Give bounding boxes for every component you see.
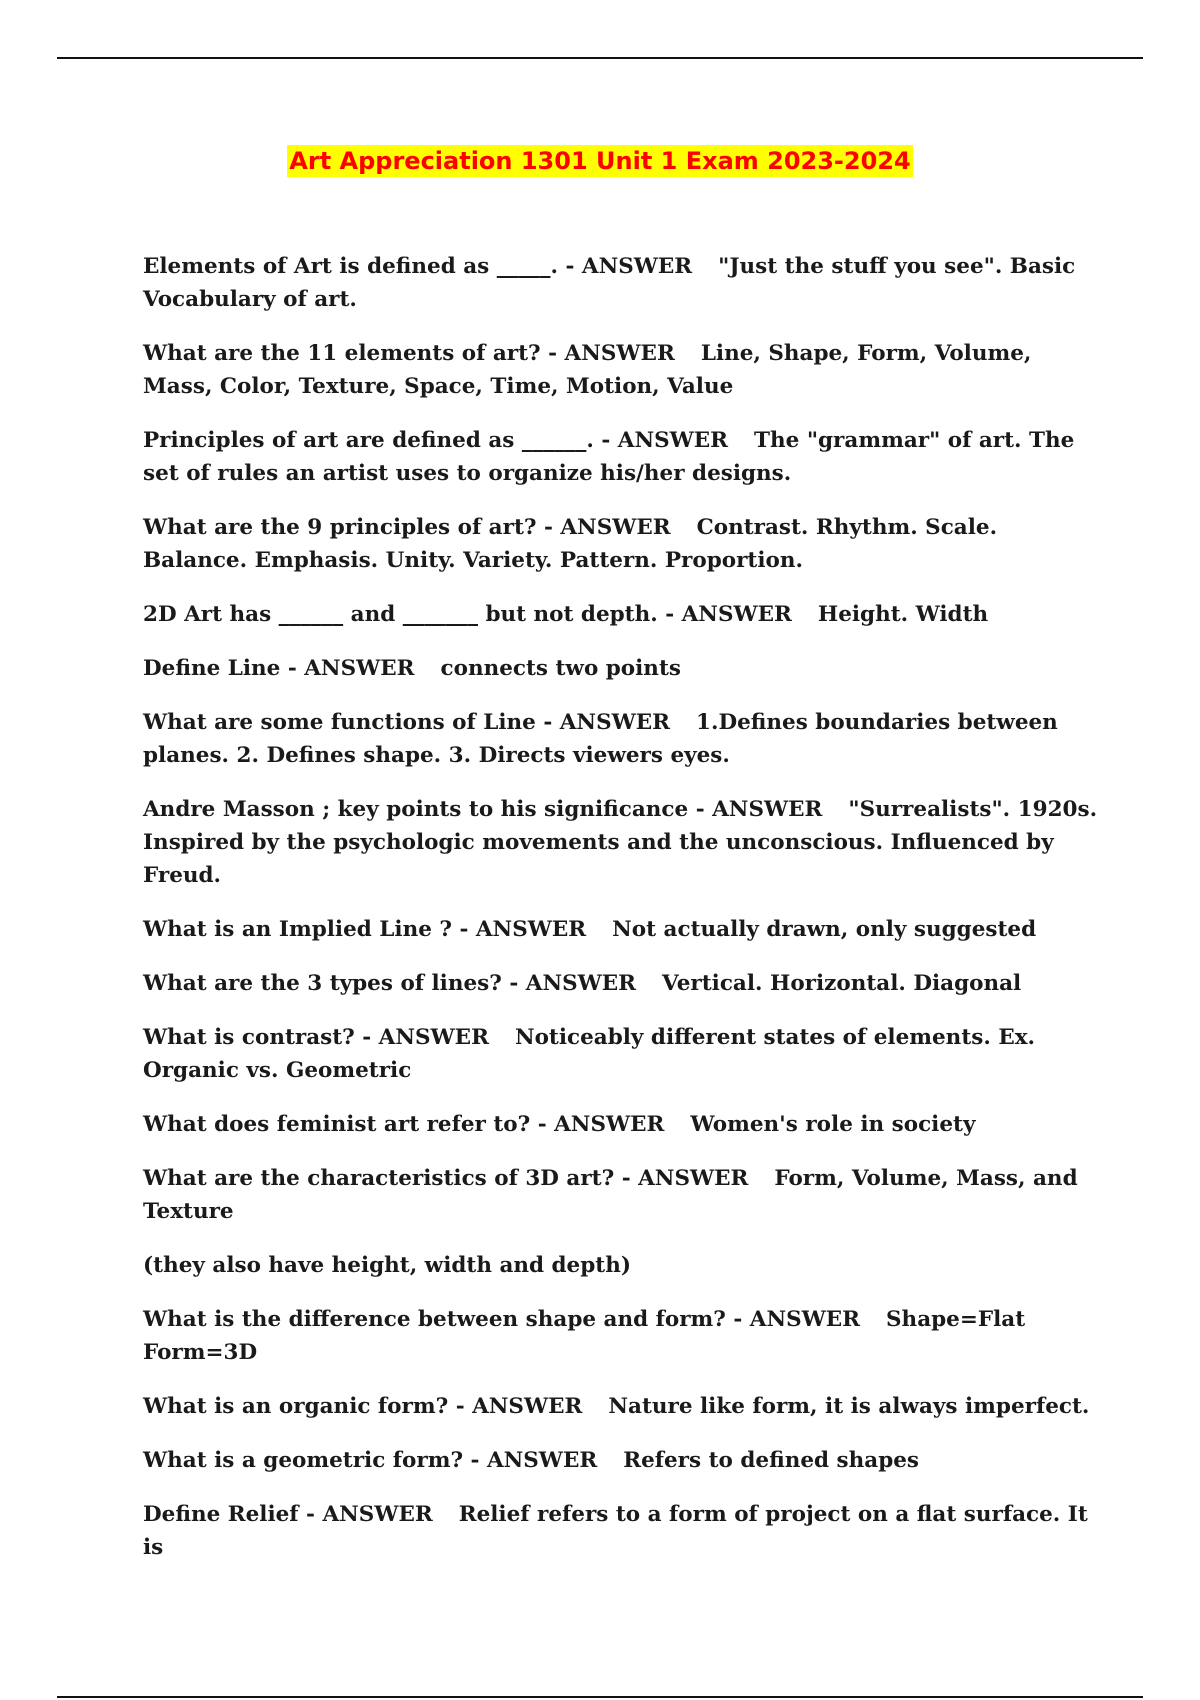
answer-text: connects two points	[440, 656, 681, 681]
answer-marker: - ANSWER	[463, 1448, 598, 1473]
qa-item	[143, 250, 1103, 316]
question-text: What is an organic form?	[143, 1394, 449, 1419]
answer-marker: - ANSWER	[725, 1307, 861, 1332]
answer-text: Not actually drawn, only suggested	[612, 917, 1037, 942]
question-text: What is an Implied Line ?	[143, 917, 452, 942]
qa-item	[143, 1390, 1103, 1423]
question-text: Elements of Art is defined as _____.	[143, 254, 558, 279]
qa-item	[143, 1498, 1103, 1564]
qa-item	[143, 652, 1103, 685]
question-text: What are some functions of Line	[143, 710, 536, 735]
question-text: What are the 9 principles of art?	[143, 515, 537, 540]
answer-text: Nature like form, it is always imperfect.	[608, 1394, 1090, 1419]
bottom-rule	[57, 1696, 1143, 1698]
qa-item	[143, 511, 1103, 577]
question-text: Principles of art are defined as ______.	[143, 428, 594, 453]
answer-marker: - ANSWER	[451, 917, 587, 942]
qa-item	[143, 424, 1103, 490]
qa-item	[143, 598, 1103, 631]
answer-marker: - ANSWER	[614, 1166, 749, 1191]
answer-marker: - ANSWER	[501, 971, 637, 996]
qa-item	[143, 706, 1103, 772]
question-text: What is contrast?	[143, 1025, 355, 1050]
answer-text: Noticeably different states of elements. Ex. Organic vs. Geometric	[143, 1025, 1036, 1083]
qa-item	[143, 1303, 1103, 1369]
answer-text: Form, Volume, Mass, and Texture	[143, 1166, 1078, 1224]
question-text: What does feminist art refer to?	[143, 1112, 531, 1137]
answer-marker: - ANSWER	[298, 1502, 433, 1527]
answer-text: "Surrealists". 1920s. Inspired by the psychologic movements and the unconscious. Influenced by Freud.	[143, 797, 1098, 888]
answer-text: Line, Shape, Form, Volume, Mass, Color, Texture, Space, Time, Motion, Value	[143, 341, 1032, 399]
answer-text: Women's role in society	[690, 1112, 976, 1137]
answer-text: The "grammar" of art. The set of rules an artist uses to organize his/her designs.	[143, 428, 1075, 486]
qa-item	[143, 967, 1103, 1000]
answer-marker: - ANSWER	[354, 1025, 489, 1050]
question-text: Define Relief	[143, 1502, 299, 1527]
answer-text: Vertical. Horizontal. Diagonal	[662, 971, 1022, 996]
answer-text: 1.Defines boundaries between planes. 2. Defines shape. 3. Directs viewers eyes.	[143, 710, 1058, 768]
document-title: Art Appreciation 1301 Unit 1 Exam 2023-2024	[289, 147, 911, 175]
qa-item	[143, 793, 1103, 892]
answer-marker: - ANSWER	[688, 797, 823, 822]
question-text: What is the difference between shape and form?	[143, 1307, 726, 1332]
top-rule	[57, 57, 1143, 59]
note-text: (they also have height, width and depth)	[143, 1253, 632, 1278]
qa-item	[143, 1021, 1103, 1087]
answer-text: Relief refers to a form of project on a flat surface. It is	[143, 1502, 1088, 1560]
qa-item	[143, 1444, 1103, 1477]
qa-item	[143, 337, 1103, 403]
qa-list	[143, 250, 1103, 1585]
answer-text: Contrast. Rhythm. Scale. Balance. Emphasis. Unity. Variety. Pattern. Proportion.	[143, 515, 998, 573]
answer-marker: - ANSWER	[558, 254, 693, 279]
question-text: 2D Art has ______ and _______ but not depth.	[143, 602, 658, 627]
answer-text: "Just the stuff you see". Basic Vocabulary of art.	[143, 254, 1076, 312]
answer-marker: - ANSWER	[448, 1394, 583, 1419]
title-container	[0, 145, 1200, 177]
answer-text: Shape=Flat Form=3D	[143, 1307, 1026, 1365]
qa-item	[143, 1108, 1103, 1141]
qa-item	[143, 913, 1103, 946]
question-text: What are the characteristics of 3D art?	[143, 1166, 615, 1191]
question-text: Define Line	[143, 656, 281, 681]
answer-text: Height. Width	[817, 602, 989, 627]
answer-marker: - ANSWER	[535, 710, 670, 735]
answer-text: Refers to defined shapes	[623, 1448, 920, 1473]
answer-marker: - ANSWER	[657, 602, 792, 627]
qa-item	[143, 1162, 1103, 1228]
answer-marker: - ANSWER	[593, 428, 729, 453]
answer-marker: - ANSWER	[540, 341, 675, 366]
question-text: What are the 3 types of lines?	[143, 971, 502, 996]
answer-marker: - ANSWER	[530, 1112, 665, 1137]
question-text: Andre Masson ; key points to his significance	[143, 797, 689, 822]
question-text: What is a geometric form?	[143, 1448, 464, 1473]
question-text: What are the 11 elements of art?	[143, 341, 541, 366]
answer-marker: - ANSWER	[536, 515, 671, 540]
answer-marker: - ANSWER	[280, 656, 415, 681]
